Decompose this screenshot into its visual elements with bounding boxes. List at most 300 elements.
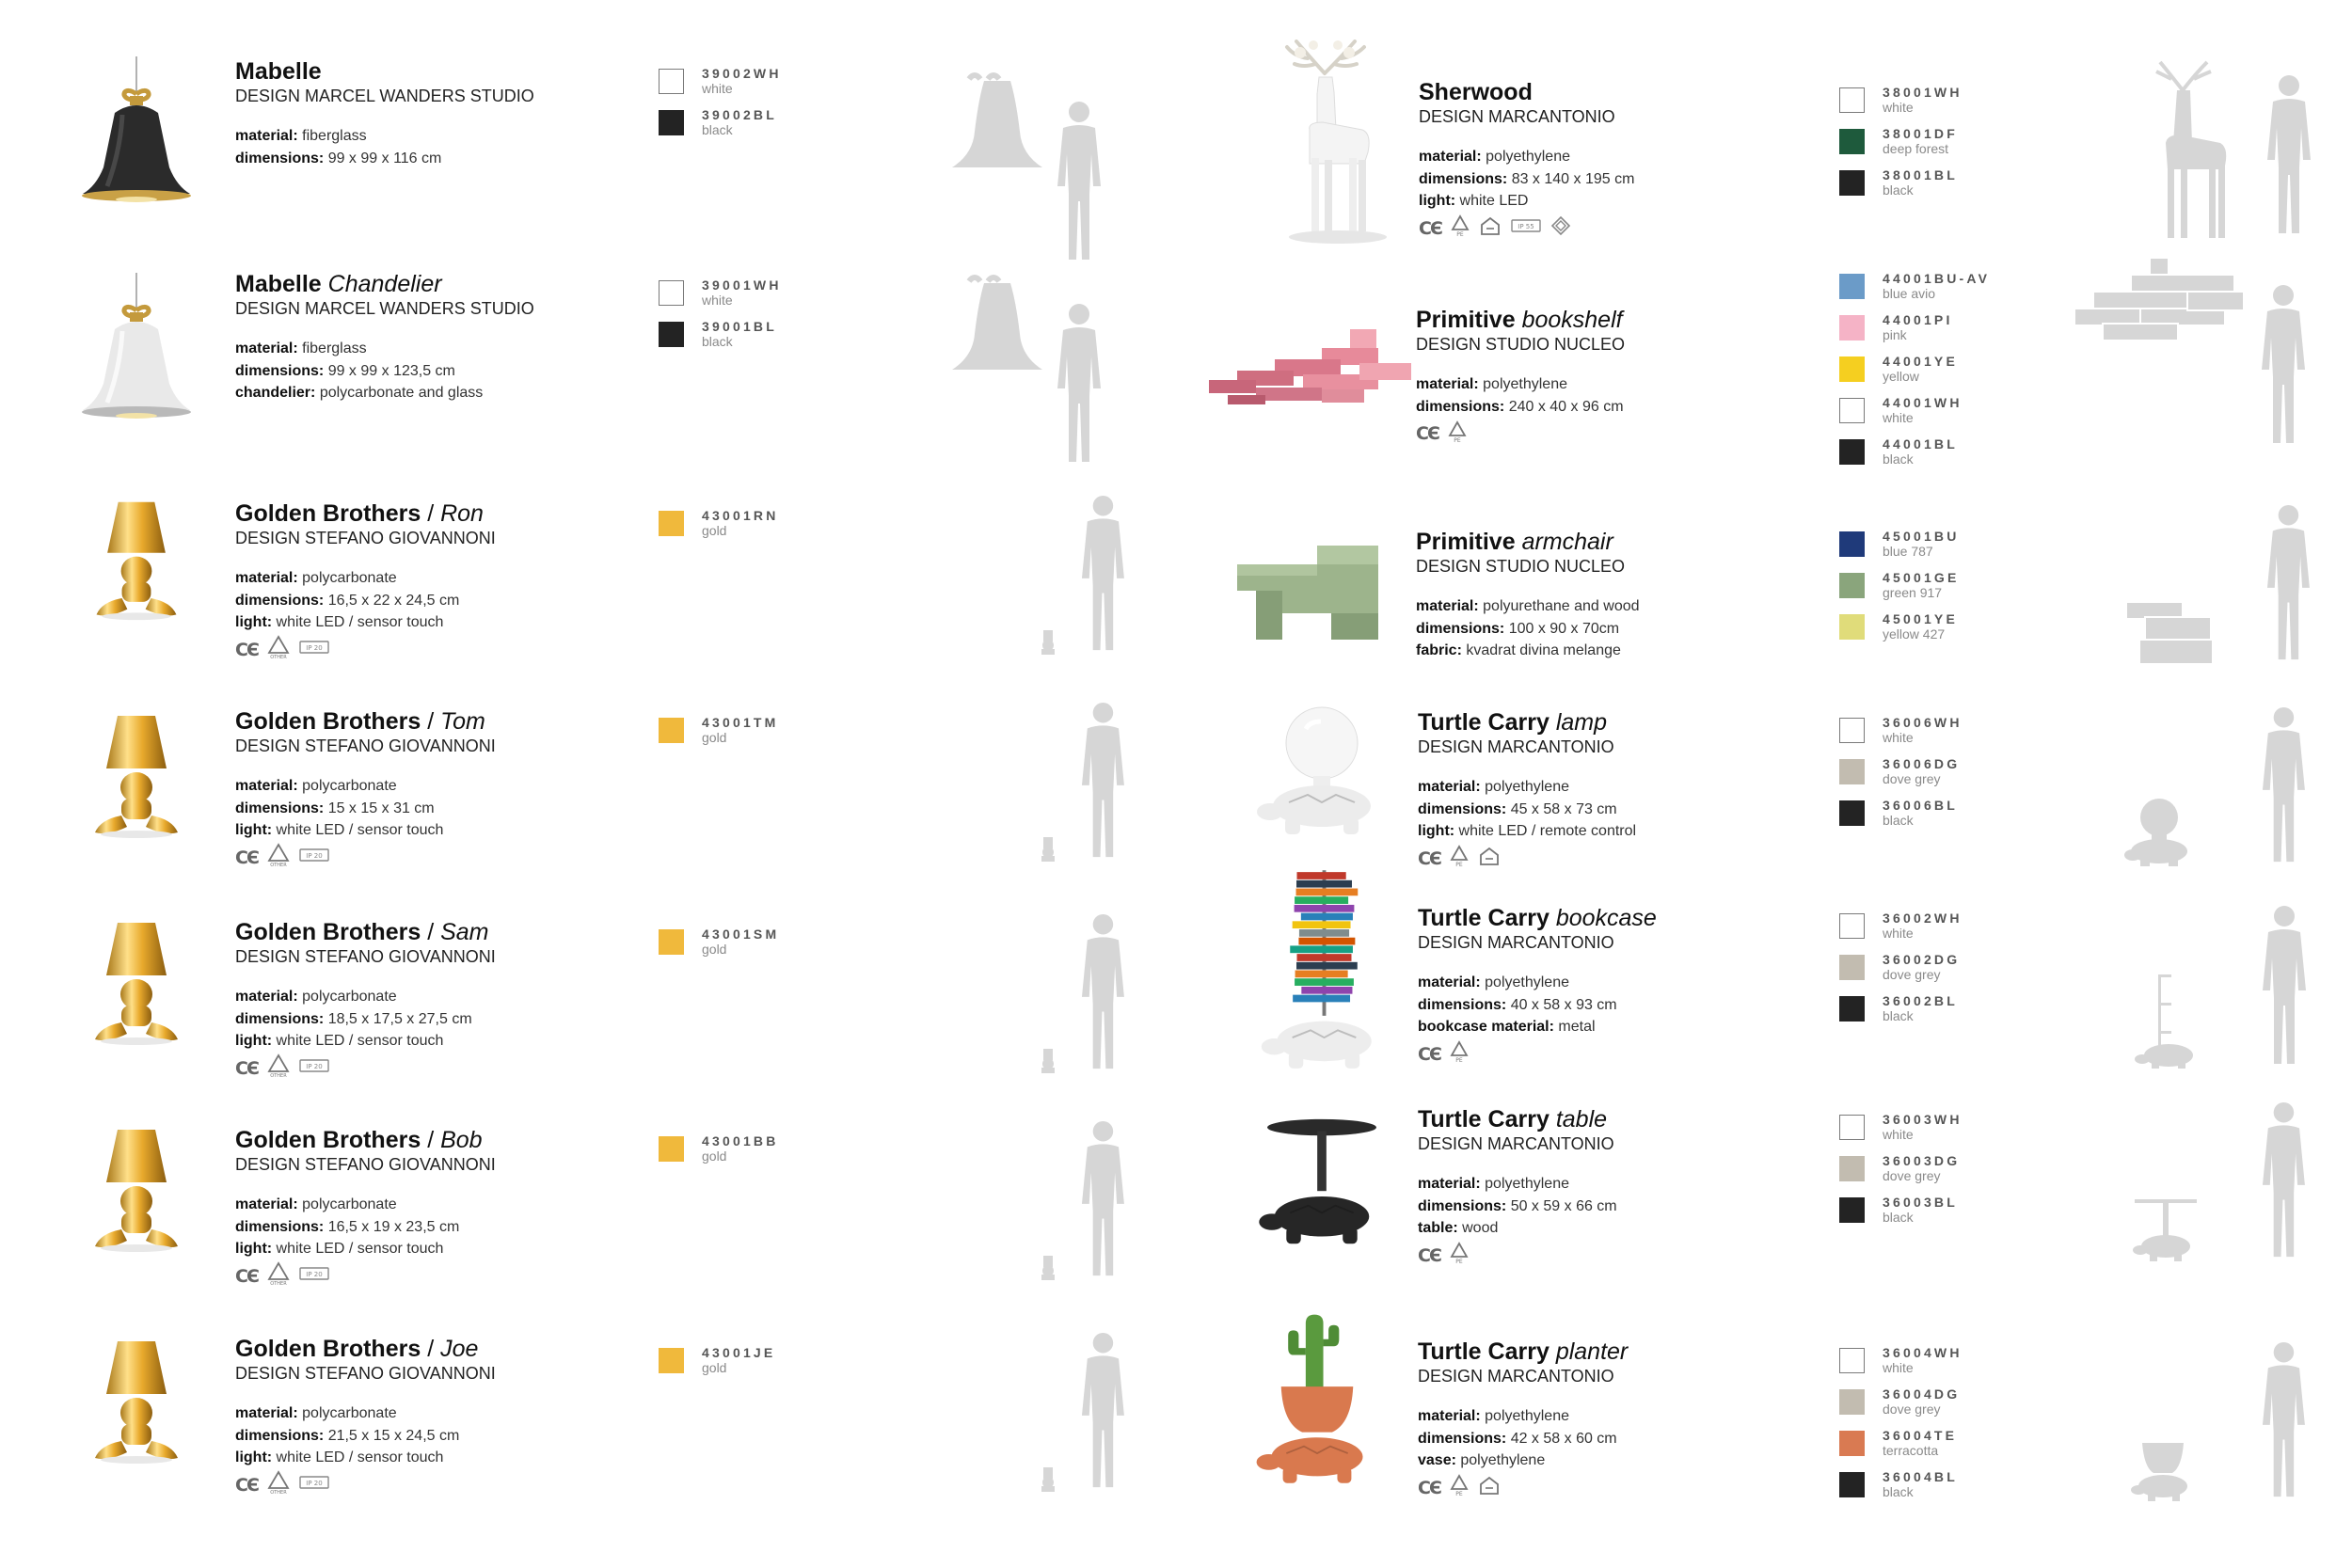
- spec-label: light:: [235, 614, 273, 630]
- spec-label: dimensions:: [1416, 398, 1505, 415]
- spec-label: dimensions:: [235, 1218, 325, 1235]
- spec-row: [235, 1008, 496, 1031]
- product-info: [235, 1127, 496, 1287]
- recycle-other-icon: [267, 635, 290, 664]
- white-deer-lamp-icon[interactable]: [1251, 36, 1402, 252]
- spec-label: dimensions:: [1418, 800, 1507, 817]
- color-variants: [659, 715, 779, 756]
- spec-label: dimensions:: [1416, 620, 1505, 637]
- turtle-side-table-icon[interactable]: [1251, 1115, 1392, 1251]
- color-swatch-gold[interactable]: [659, 718, 684, 743]
- product-designer: DESIGN STEFANO GIOVANNONI: [235, 529, 496, 547]
- color-swatch-white[interactable]: [1839, 1115, 1865, 1140]
- spec-value: 15 x 15 x 31 cm: [327, 800, 435, 816]
- ce-mark-icon: CЄ: [1418, 1244, 1440, 1266]
- product-info: [235, 708, 496, 868]
- spec-value: fiberglass: [302, 341, 367, 356]
- variant-code: 38001WH: [1883, 85, 1963, 100]
- product-title: [235, 271, 534, 297]
- variant-code: 45001BU: [1883, 529, 1960, 544]
- svg-text:IP 20: IP 20: [306, 644, 323, 652]
- product-info: [235, 271, 534, 404]
- variant-color-name: white: [702, 293, 733, 308]
- spec-label: fabric:: [1416, 642, 1462, 658]
- product-title: [1418, 905, 1657, 931]
- product-title: [235, 708, 496, 735]
- variant-option[interactable]: [1839, 167, 1963, 209]
- certification-marks: [235, 1058, 496, 1079]
- bell-pendant-lamp-black-icon[interactable]: [66, 56, 207, 216]
- variant-option[interactable]: [1839, 436, 1990, 478]
- svg-text:OTHER: OTHER: [270, 655, 287, 659]
- variant-option[interactable]: [659, 277, 782, 319]
- svg-text:IP 55: IP 55: [1518, 223, 1534, 230]
- spec-label: material:: [235, 778, 298, 794]
- variant-code: 36004WH: [1883, 1345, 1963, 1360]
- svg-text:PE: PE: [1455, 1259, 1463, 1264]
- product-name: Turtle Carry: [1418, 709, 1549, 736]
- variant-option[interactable]: [659, 927, 779, 968]
- certification-marks: [1418, 1478, 1628, 1498]
- variant-code: 44001BL: [1883, 436, 1958, 451]
- spec-value: polyethylene: [1485, 1408, 1569, 1424]
- color-swatch-black[interactable]: [1839, 1197, 1865, 1223]
- turtle-cactus-planter-icon[interactable]: [1251, 1303, 1383, 1500]
- color-swatch-yellow-427[interactable]: [1839, 614, 1865, 640]
- spec-row: [1418, 1196, 1617, 1218]
- spec-label: light:: [235, 1449, 273, 1465]
- product-specs: [235, 125, 534, 169]
- variant-option[interactable]: [1839, 1469, 1963, 1511]
- variant-option[interactable]: [1839, 756, 1963, 798]
- color-swatch-black[interactable]: [1839, 170, 1865, 196]
- ip-rating-icon: [1511, 218, 1541, 238]
- variant-option[interactable]: [1839, 85, 1963, 126]
- spec-row: [1418, 776, 1636, 799]
- variant-option[interactable]: [659, 66, 782, 107]
- product-title: [1418, 1338, 1628, 1365]
- indoor-use-icon: [1478, 846, 1501, 871]
- spec-value: polyethylene: [1485, 974, 1569, 990]
- spec-value: 99 x 99 x 116 cm: [327, 150, 442, 166]
- color-swatch-white[interactable]: [1839, 398, 1865, 423]
- variant-option[interactable]: [659, 715, 779, 756]
- product-designer: DESIGN MARCANTONIO: [1418, 1134, 1614, 1153]
- color-variants: [659, 1133, 779, 1175]
- variant-code: 43001BB: [702, 1133, 779, 1148]
- product-specs: [235, 567, 496, 634]
- variant-color-name: dove grey: [1883, 771, 1941, 786]
- spec-label: material:: [1416, 598, 1479, 614]
- spec-label: material:: [1418, 779, 1481, 795]
- variant-option[interactable]: [1839, 911, 1963, 952]
- product-name: Mabelle: [235, 271, 322, 297]
- product-title: [235, 919, 496, 945]
- color-swatch-white[interactable]: [1839, 718, 1865, 743]
- spec-label: table:: [1418, 1220, 1458, 1236]
- human-scale-silhouette-icon: [1030, 1119, 1129, 1284]
- spec-value: 16,5 x 22 x 24,5 cm: [327, 592, 460, 609]
- color-variants: [659, 927, 779, 968]
- recycle-pe-icon: [1450, 845, 1469, 872]
- spec-value: white LED / sensor touch: [276, 1449, 444, 1465]
- product-info: [1418, 709, 1636, 869]
- ip-rating-icon: [299, 640, 329, 659]
- variant-code: 44001PI: [1883, 312, 1953, 327]
- variant-option[interactable]: [1839, 993, 1963, 1035]
- color-variants: [1839, 715, 1963, 839]
- color-swatch-black[interactable]: [1839, 800, 1865, 826]
- gold-figure-lamp-icon[interactable]: [80, 497, 193, 624]
- title-separator: [1516, 307, 1522, 333]
- variant-option[interactable]: [1839, 1386, 1963, 1428]
- color-swatch-white[interactable]: [1839, 1348, 1865, 1373]
- spec-value: 16,5 x 19 x 23,5 cm: [327, 1218, 460, 1235]
- human-scale-silhouette-icon: [1030, 701, 1129, 865]
- product-title: [1419, 79, 1634, 105]
- product-specs: [235, 986, 496, 1053]
- ip-rating-icon: [299, 847, 329, 867]
- spec-value: 45 x 58 x 73 cm: [1510, 800, 1617, 817]
- variant-option[interactable]: [1839, 1153, 1963, 1195]
- variant-color-name: black: [1883, 1210, 1914, 1225]
- svg-text:PE: PE: [1454, 436, 1461, 443]
- spec-label: material:: [235, 989, 298, 1005]
- color-swatch-white[interactable]: [1839, 87, 1865, 113]
- gold-figure-lamp-icon[interactable]: [80, 705, 193, 847]
- certification-marks: [1418, 848, 1636, 869]
- color-variants: [1839, 1345, 1963, 1511]
- recycle-other-icon: [267, 1053, 290, 1083]
- product-designer: DESIGN STEFANO GIOVANNONI: [235, 947, 496, 966]
- variant-option[interactable]: [659, 1345, 775, 1386]
- gold-figure-lamp-icon[interactable]: [80, 1124, 193, 1256]
- ce-mark-icon: CЄ: [235, 1265, 258, 1287]
- spec-label: material:: [235, 570, 298, 586]
- spec-label: light:: [235, 1241, 273, 1257]
- spec-row: [235, 1402, 496, 1425]
- class-ii-icon: [1550, 215, 1571, 241]
- color-swatch-black[interactable]: [659, 110, 684, 135]
- turtle-globe-lamp-icon[interactable]: [1251, 701, 1392, 842]
- variant-option[interactable]: [1839, 312, 1990, 354]
- product-designer: DESIGN STUDIO NUCLEO: [1416, 557, 1626, 576]
- spec-value: 18,5 x 17,5 x 27,5 cm: [327, 1010, 472, 1027]
- product-info: [235, 58, 534, 169]
- product-info: [235, 919, 496, 1079]
- ce-mark-icon: CЄ: [1418, 1477, 1440, 1498]
- gold-figure-lamp-icon[interactable]: [80, 917, 193, 1049]
- variant-code: 36002WH: [1883, 911, 1963, 926]
- variant-option[interactable]: [1839, 570, 1960, 611]
- ip-rating-icon: [299, 1475, 329, 1495]
- spec-row: [1418, 1449, 1628, 1472]
- color-swatch-white[interactable]: [659, 69, 684, 94]
- recycle-pe-icon: [1450, 1040, 1469, 1068]
- product-designer: DESIGN STEFANO GIOVANNONI: [235, 1155, 496, 1174]
- title-separator: [1549, 709, 1556, 736]
- svg-text:PE: PE: [1455, 862, 1463, 867]
- variant-code: 38001DF: [1883, 126, 1958, 141]
- product-variant-name: armchair: [1521, 529, 1613, 555]
- variant-code: 36003DG: [1883, 1153, 1961, 1168]
- product-name: Golden Brothers: [235, 1127, 421, 1153]
- spec-row: [1418, 972, 1657, 994]
- product-variant-name: Bob: [440, 1127, 483, 1153]
- spec-value: polyurethane and wood: [1483, 598, 1640, 614]
- variant-option[interactable]: [1839, 952, 1963, 993]
- certification-marks: [1418, 1245, 1617, 1266]
- gold-figure-lamp-icon[interactable]: [80, 1336, 193, 1467]
- ce-mark-icon: CЄ: [1418, 1043, 1440, 1065]
- product-info: [1416, 529, 1640, 662]
- spec-row: [1419, 146, 1634, 168]
- spec-row: [235, 1238, 496, 1260]
- svg-text:PE: PE: [1456, 231, 1464, 237]
- variant-color-name: black: [1883, 1008, 1914, 1023]
- product-variant-name: Tom: [440, 708, 485, 735]
- variant-option[interactable]: [659, 1133, 779, 1175]
- variant-color-name: gold: [702, 1148, 727, 1164]
- color-swatch-gold[interactable]: [659, 929, 684, 955]
- variant-option[interactable]: [659, 319, 782, 360]
- color-swatch-green-917[interactable]: [1839, 573, 1865, 598]
- product-variant-name: planter: [1555, 1338, 1629, 1365]
- spec-value: 50 x 59 x 66 cm: [1510, 1197, 1617, 1214]
- variant-option[interactable]: [1839, 529, 1960, 570]
- variant-code: 39002WH: [702, 66, 782, 81]
- variant-code: 36004DG: [1883, 1386, 1961, 1402]
- product-name: Golden Brothers: [235, 919, 421, 945]
- color-swatch-dove-grey[interactable]: [1839, 1389, 1865, 1415]
- spec-value: 99 x 99 x 123,5 cm: [327, 362, 455, 379]
- title-separator: [1549, 1106, 1556, 1132]
- ce-mark-icon: CЄ: [1418, 847, 1440, 869]
- spec-row: [1418, 994, 1657, 1017]
- spec-row: [1418, 1173, 1617, 1196]
- variant-option[interactable]: [1839, 1112, 1963, 1153]
- spec-label: dimensions:: [235, 592, 325, 609]
- color-swatch-blue-avio[interactable]: [1839, 274, 1865, 299]
- color-variants: [1839, 529, 1960, 653]
- color-swatch-black[interactable]: [1839, 439, 1865, 465]
- product-designer: DESIGN STEFANO GIOVANNONI: [235, 1364, 496, 1383]
- product-variant-name: Chandelier: [327, 271, 442, 297]
- spec-label: dimensions:: [1419, 170, 1508, 187]
- spec-value: white LED / sensor touch: [276, 1241, 444, 1257]
- spec-row: [235, 590, 496, 612]
- green-block-armchair-icon[interactable]: [1228, 536, 1392, 654]
- spec-label: vase:: [1418, 1452, 1456, 1468]
- variant-code: 36004TE: [1883, 1428, 1958, 1443]
- variant-option[interactable]: [659, 107, 782, 149]
- spec-row: [235, 148, 534, 170]
- product-variant-name: table: [1555, 1106, 1608, 1132]
- color-swatch-gold[interactable]: [659, 1348, 684, 1373]
- spec-row: [235, 360, 534, 383]
- human-scale-silhouette-icon: [2122, 1101, 2310, 1265]
- product-specs: [1418, 972, 1657, 1038]
- color-swatch-yellow[interactable]: [1839, 356, 1865, 382]
- spec-label: dimensions:: [1418, 1430, 1507, 1447]
- product-title: [235, 1336, 496, 1362]
- spec-label: light:: [235, 1033, 273, 1049]
- color-swatch-dove-grey[interactable]: [1839, 955, 1865, 980]
- spec-row: [1416, 373, 1625, 396]
- spec-value: white LED / sensor touch: [276, 822, 444, 838]
- product-name: Turtle Carry: [1418, 1338, 1549, 1365]
- spec-value: 100 x 90 x 70cm: [1508, 620, 1620, 637]
- color-swatch-gold[interactable]: [659, 511, 684, 536]
- product-designer: DESIGN STEFANO GIOVANNONI: [235, 736, 496, 755]
- variant-option[interactable]: [1839, 126, 1963, 167]
- variant-option[interactable]: [1839, 395, 1990, 436]
- spec-value: polyethylene: [1483, 376, 1567, 392]
- color-swatch-black[interactable]: [659, 322, 684, 347]
- product-title: [1418, 709, 1636, 736]
- variant-color-name: black: [702, 122, 733, 137]
- spec-row: [235, 382, 534, 404]
- spec-row: [1416, 618, 1640, 641]
- ip-rating-icon: [299, 1266, 329, 1286]
- spec-label: dimensions:: [235, 150, 325, 166]
- turtle-bookcase-icon[interactable]: [1256, 865, 1392, 1077]
- title-separator: [1549, 905, 1556, 931]
- product-info: [1418, 1338, 1628, 1498]
- product-variant-name: Sam: [440, 919, 489, 945]
- product-designer: DESIGN MARCANTONIO: [1418, 737, 1614, 756]
- product-title: [1416, 529, 1640, 555]
- variant-code: 36006WH: [1883, 715, 1963, 730]
- variant-code: 43001JE: [702, 1345, 776, 1360]
- product-title: [235, 500, 496, 527]
- variant-code: 36006DG: [1883, 756, 1961, 771]
- color-swatch-black[interactable]: [1839, 996, 1865, 1022]
- color-swatch-gold[interactable]: [659, 1136, 684, 1162]
- ce-mark-icon: CЄ: [235, 639, 258, 660]
- spec-label: dimensions:: [235, 800, 325, 816]
- human-scale-silhouette-icon: [2122, 1340, 2310, 1505]
- product-name: Primitive: [1416, 307, 1516, 333]
- color-swatch-white[interactable]: [1839, 913, 1865, 939]
- spec-value: polyethylene: [1460, 1452, 1546, 1468]
- spec-value: polycarbonate: [302, 1196, 397, 1212]
- variant-code: 45001YE: [1883, 611, 1959, 626]
- spec-row: [235, 611, 496, 634]
- variant-color-name: dove grey: [1883, 1168, 1941, 1183]
- title-separator: [322, 271, 328, 297]
- ce-mark-icon: CЄ: [1419, 217, 1441, 239]
- product-specs: [235, 1194, 496, 1260]
- recycle-pe-icon: [1451, 214, 1470, 242]
- variant-color-name: terracotta: [1883, 1443, 1939, 1458]
- indoor-use-icon: [1479, 215, 1502, 241]
- spec-row: [235, 125, 534, 148]
- spec-row: [235, 775, 496, 798]
- svg-text:IP 20: IP 20: [306, 1271, 323, 1278]
- color-swatch-white[interactable]: [659, 280, 684, 306]
- spec-row: [1419, 168, 1634, 191]
- variant-color-name: black: [1883, 813, 1914, 828]
- product-title: [235, 1127, 496, 1153]
- spec-value: 40 x 58 x 93 cm: [1510, 996, 1617, 1013]
- color-swatch-blue-787[interactable]: [1839, 531, 1865, 557]
- product-designer: DESIGN MARCEL WANDERS STUDIO: [235, 87, 534, 105]
- spec-value: polycarbonate: [302, 570, 397, 586]
- spec-row: [1418, 1016, 1657, 1038]
- variant-option[interactable]: [1839, 798, 1963, 839]
- variant-option[interactable]: [659, 508, 779, 549]
- product-variant-name: Ron: [440, 500, 484, 527]
- product-info: [1419, 79, 1634, 239]
- variant-color-name: white: [1883, 926, 1914, 941]
- product-designer: DESIGN MARCANTONIO: [1418, 933, 1614, 952]
- variant-color-name: white: [1883, 1127, 1914, 1142]
- product-specs: [1418, 1173, 1617, 1240]
- color-variants: [1839, 85, 1963, 209]
- indoor-use-icon: [1478, 1475, 1501, 1500]
- human-scale-silhouette-icon: [950, 56, 1138, 268]
- variant-code: 39002BL: [702, 107, 777, 122]
- spec-label: material:: [1416, 376, 1479, 392]
- variant-color-name: green 917: [1883, 585, 1943, 600]
- spec-label: material:: [1418, 974, 1481, 990]
- human-scale-silhouette-icon: [1030, 1331, 1129, 1496]
- bell-chandelier-white-icon[interactable]: [66, 273, 207, 433]
- color-variants: [1839, 1112, 1963, 1236]
- certification-marks: [235, 847, 496, 868]
- spec-row: [235, 1194, 496, 1216]
- color-swatch-dove-grey[interactable]: [1839, 1156, 1865, 1181]
- svg-text:OTHER: OTHER: [270, 1490, 287, 1495]
- variant-color-name: white: [1883, 100, 1914, 115]
- variant-option[interactable]: [1839, 1195, 1963, 1236]
- spec-label: material:: [1419, 149, 1482, 165]
- variant-option[interactable]: [1839, 611, 1960, 653]
- pink-block-bookshelf-icon[interactable]: [1209, 320, 1411, 433]
- color-swatch-dove-grey[interactable]: [1839, 759, 1865, 784]
- color-swatch-black[interactable]: [1839, 1472, 1865, 1497]
- variant-option[interactable]: [1839, 715, 1963, 756]
- spec-value: fiberglass: [302, 128, 367, 144]
- variant-color-name: gold: [702, 1360, 727, 1375]
- variant-option[interactable]: [1839, 1345, 1963, 1386]
- certification-marks: [1418, 1044, 1657, 1065]
- product-designer: DESIGN MARCEL WANDERS STUDIO: [235, 299, 534, 318]
- ip-rating-icon: [299, 1058, 329, 1078]
- product-designer: DESIGN MARCANTONIO: [1418, 1367, 1614, 1386]
- variant-option[interactable]: [1839, 271, 1990, 312]
- spec-label: chandelier:: [235, 385, 316, 401]
- product-info: [1418, 905, 1657, 1065]
- variant-option[interactable]: [1839, 354, 1990, 395]
- product-name: Golden Brothers: [235, 500, 421, 527]
- spec-value: white LED / remote control: [1458, 823, 1637, 839]
- svg-text:PE: PE: [1455, 1491, 1463, 1497]
- certification-marks: [235, 640, 496, 660]
- variant-color-name: deep forest: [1883, 141, 1949, 156]
- color-swatch-pink[interactable]: [1839, 315, 1865, 341]
- recycle-pe-icon: [1450, 1474, 1469, 1501]
- spec-value: white LED: [1459, 193, 1529, 209]
- spec-value: polycarbonate: [302, 989, 397, 1005]
- spec-row: [1416, 640, 1640, 662]
- variant-code: 44001BU-AV: [1883, 271, 1991, 286]
- variant-option[interactable]: [1839, 1428, 1963, 1469]
- color-swatch-deep-forest[interactable]: [1839, 129, 1865, 154]
- color-swatch-terracotta[interactable]: [1839, 1431, 1865, 1456]
- recycle-pe-icon: [1448, 420, 1467, 448]
